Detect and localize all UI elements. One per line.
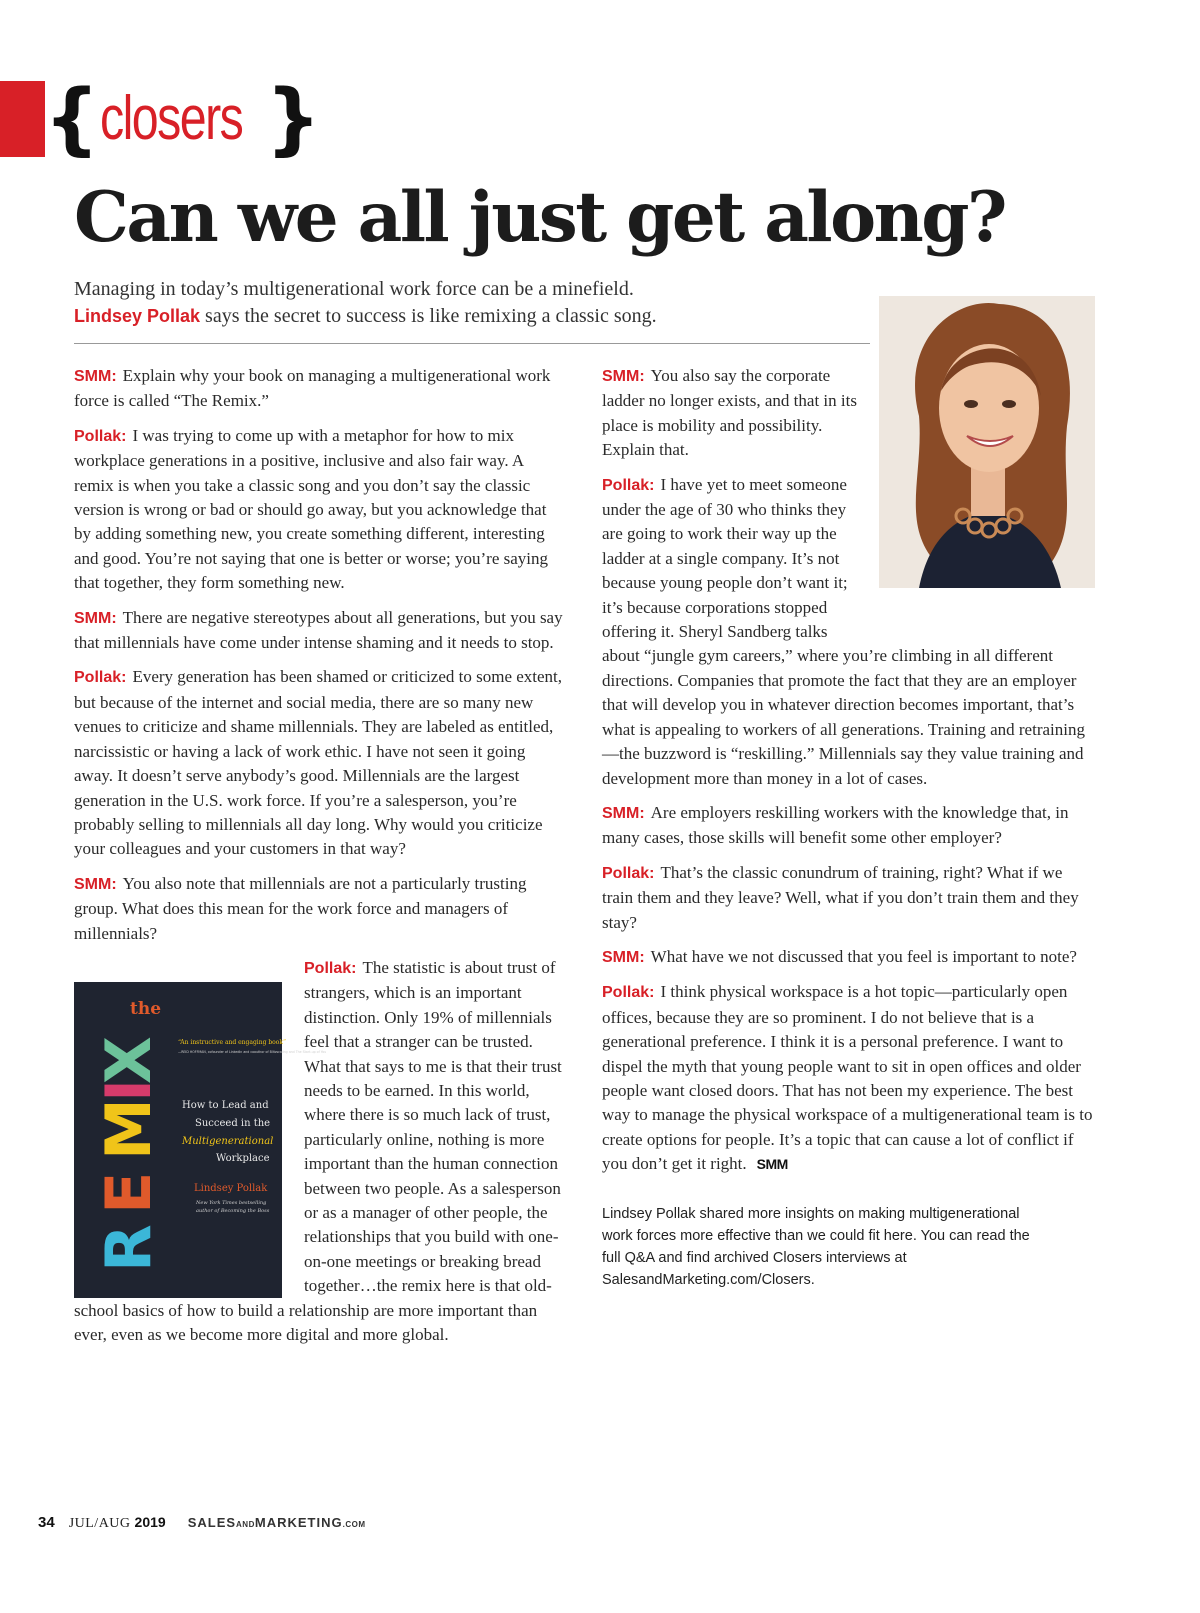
speaker-label-smm: SMM: [74, 609, 117, 627]
speaker-label-smm: SMM: [602, 368, 645, 385]
speaker-label-pollak: Pollak: [602, 864, 655, 882]
speaker-label-pollak: Pollak: [74, 427, 127, 445]
pub-part-com: .COM [342, 1520, 366, 1529]
speaker-label-pollak: Pollak: [602, 476, 655, 494]
section-open-brace: { [44, 74, 100, 164]
section-close-brace: } [265, 74, 322, 164]
sidebar-note: Lindsey Pollak shared more insights on making multigenerational work forces more effective than we could fit here. You can read the full Q&A and find archived Closers interviews at SalesandMarketing.com/Closers. [602, 1205, 1030, 1288]
answer-text: I think physical workspace is a hot topic—particularly open offices, because they are so prominent. I do not believe that is a generational preference. I think it is a personal preference. I want to dispel the myth that young people want to sit in open offices and older people want closed doors. That has not been my experience. The best way to manage the physical workspace of a multigenerational team is to create options for people. It’s a topic that can cause a lot of conflict if you don’t get it right. [602, 982, 1093, 1174]
pub-part-marketing: MARKETING [254, 1515, 343, 1530]
dek-author-name: Lindsey Pollak [74, 306, 201, 326]
book-subtitle-1: How to Lead and [182, 1099, 269, 1111]
speaker-label-smm: SMM: [602, 948, 645, 966]
book-subtitle-2: Succeed in the [195, 1117, 271, 1129]
portrait-float-space [872, 366, 1096, 630]
answer-text: I was trying to come up with a metaphor for how to mix workplace generations in a positive, inclusive and also fair way. A remix is when you take a classic song and you don’t say the classic version is wrong or bad or should go away, but you acknowledge that by adding something new, you create something different, interesting and good. You’re not saying that one is better or worse; you’re saying that together, they form something new. [74, 425, 549, 593]
speaker-label-pollak: Pollak: [304, 959, 357, 977]
qa-question [602, 945, 1096, 970]
end-mark-logo: SMM [756, 1156, 788, 1173]
book-cover-art [74, 982, 327, 1298]
book-author-note-2: author of Becoming the Boss [196, 1207, 270, 1214]
answer-text: I have yet to meet someone under the age of 30 who thinks they are going to work their way up the ladder at a single company. It’s not because young people don’t want it; it’s because corporations stopped offering it. Sheryl Sandberg talks about “jungle gym careers,” where you’re climbing in all different directions. Companies that promote the fact that they are an employer that will develop you in whatever direction becomes important, that’s what is appealing to workers of all generations. Training and retraining—the buzzword is “reskilling.” Millennials say they value training and development more than money in a lot of cases. [602, 474, 1085, 788]
issue-date: JUL/AUG [68, 1516, 131, 1531]
qa-question [74, 606, 564, 656]
question-text: There are negative stereotypes about all generations, but you say that millennials have come under intense shaming and it needs to stop. [74, 607, 563, 653]
speaker-label-smm: SMM: [602, 804, 645, 822]
section-label: closers [99, 84, 242, 153]
book-letter-i: I [92, 1078, 165, 1102]
book-subtitle-3: Multigenerational [182, 1135, 274, 1147]
issue-year: 2019 [134, 1514, 166, 1530]
publication-name [188, 1515, 366, 1530]
question-text: You also say the corporate ladder no longer exists, and that in its place is mobility and possibility. Explain that. [602, 366, 857, 460]
header-rule [74, 343, 870, 344]
page-footer [38, 1514, 365, 1532]
book-blurb-attribution: —REID HOFFMAN, cofounder of LinkedIn and coauthor of Blitzscaling and The Start-up of You [178, 1049, 327, 1054]
section-tag [44, 74, 321, 164]
headline: Can we all just get along? [74, 177, 1005, 258]
answer-text: That’s the classic conundrum of training, right? What if we train them and they leave? Well, what if you don’t train them and they stay? [602, 862, 1079, 932]
qa-question [74, 364, 564, 414]
speaker-label-smm: SMM: [74, 368, 117, 385]
qa-question [602, 801, 1096, 851]
book-the-text: the [130, 998, 162, 1019]
qa-question [74, 872, 564, 946]
question-text: What have we not discussed that you feel is important to note? [650, 946, 1077, 966]
right-column [602, 364, 1096, 1301]
book-letter-e: E [92, 1171, 165, 1214]
qa-answer [74, 424, 564, 596]
book-cover [74, 982, 327, 1298]
answer-text: The statistic is about trust of strangers, which is an important distinction. Only 19% of millennials feel that a stranger can be trusted. What that says to me is that their trust needs to be earned. In this world, where there is so much lack of trust, particularly online, nothing is more important than the human connection between two people. As a salesperson or as a manager of other people, the relationships that you build with one-on-one meetings or breaking bread together…the remix here is that old-school basics of how to build a relationship are more important than ever, even as we become more digital and more global. [74, 957, 562, 1345]
dek [74, 276, 864, 330]
question-text: You also note that millennials are not a particularly trusting group. What does this mean for the work force and managers of millennials? [74, 873, 527, 943]
page-number: 34 [38, 1514, 55, 1531]
pub-part-and: AND [236, 1520, 255, 1529]
section-color-bar [0, 81, 45, 157]
qa-answer [602, 861, 1096, 935]
book-letter-m: M [92, 1098, 165, 1160]
book-blurb: “An instructive and engaging book” [178, 1038, 287, 1046]
book-letter-x: X [92, 1036, 165, 1084]
left-column [74, 364, 564, 1357]
book-subtitle-4: Workplace [216, 1152, 270, 1164]
answer-text: Every generation has been shamed or criticized to some extent, but because of the internet and social media, there are so many new venues to criticize and shame millennials. They are labeled as entitled, narcissistic or having a lack of work ethic. I have not seen it going away. It doesn’t serve anybody’s good. Millennials are the largest generation in the U.S. work force. If you’re a salesperson, you’re probably selling to millennials all day long. Why would you criticize your colleagues and your customers in that way? [74, 667, 563, 859]
speaker-label-pollak: Pollak: [74, 669, 127, 687]
speaker-label-pollak: Pollak: [602, 984, 655, 1002]
question-text: Explain why your book on managing a multigenerational work force is called “The Remix.” [74, 366, 551, 411]
book-author-note-1: New York Times bestselling [196, 1199, 267, 1206]
speaker-label-smm: SMM: [74, 875, 117, 893]
qa-answer [74, 665, 564, 861]
question-text: Are employers reskilling workers with the knowledge that, in many cases, those skills will benefit some other employer? [602, 802, 1069, 848]
dek-line-1: Managing in today’s multigenerational work force can be a minefield. [74, 278, 634, 300]
pub-part-sales: SALES [187, 1515, 237, 1530]
book-author: Lindsey Pollak [194, 1182, 268, 1194]
qa-answer [602, 980, 1096, 1176]
dek-line-2: says the secret to success is like remixing a classic song. [205, 305, 657, 327]
book-letter-r: R [92, 1224, 165, 1272]
